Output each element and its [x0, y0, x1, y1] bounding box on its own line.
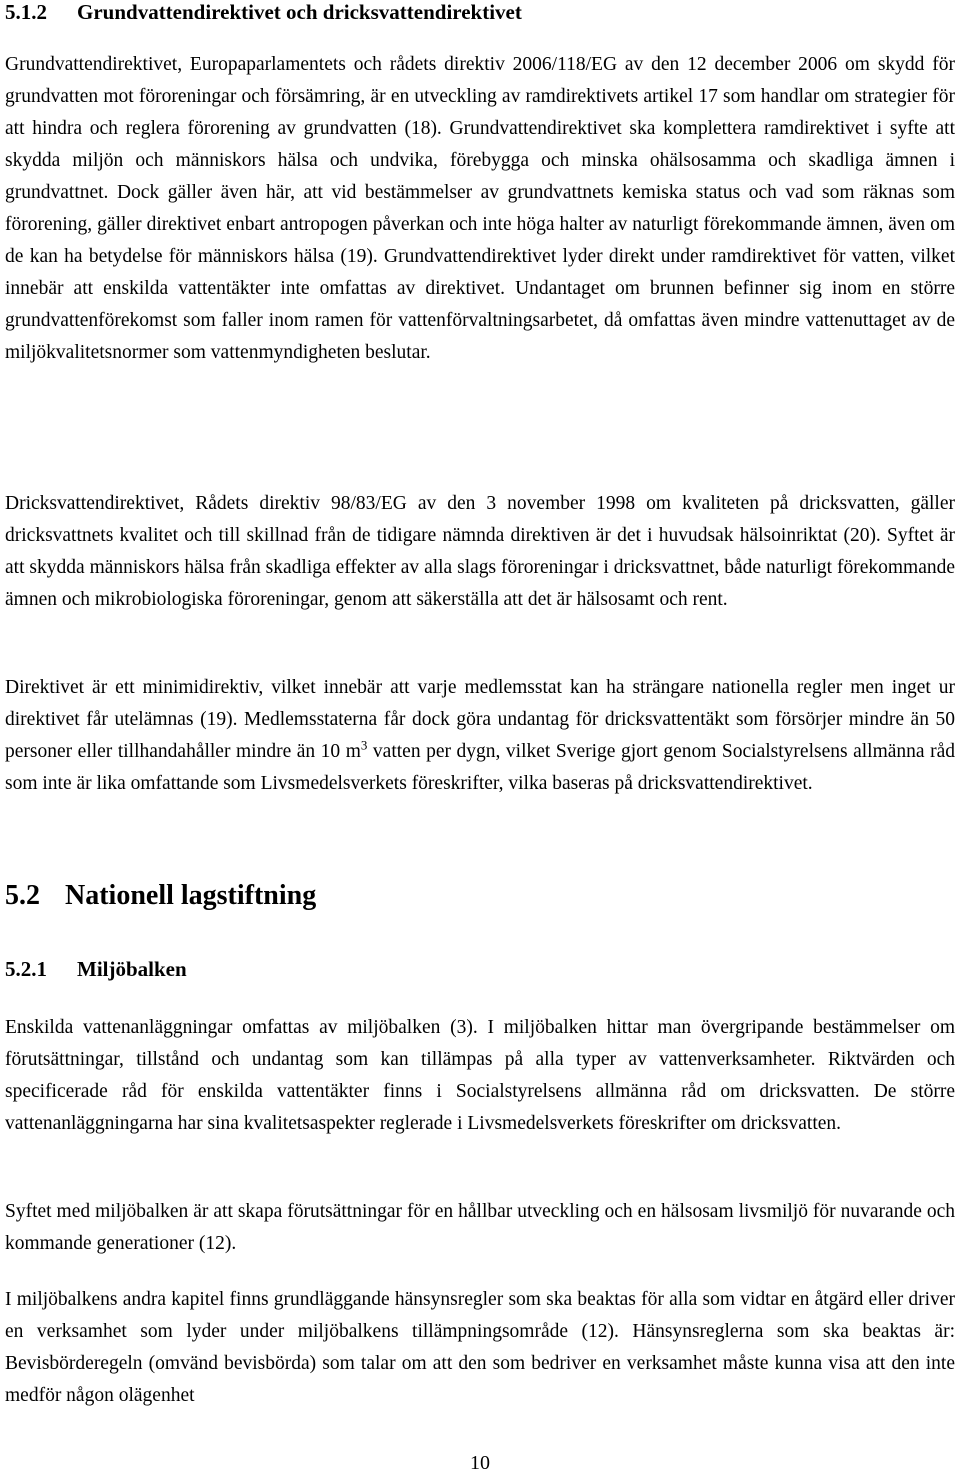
- paragraph-dricksvattendirektivet: Dricksvattendirektivet, Rådets direktiv 98/83/EG av den 3 november 1998 om kvaliteten på dricksvatten, gäller dricksvattnets kvalitet och till skillnad från de tidigare nämnda direktiven är det i huvudsak hälsoinriktat (20). Syftet är att skydda människors hälsa från skadliga effekter av alla slags föroreningar i dricksvattnet, både naturligt förekommande ämnen och mikrobiologiska föroreningar, genom att säkerställa att det är hälsosamt och rent.: [5, 493, 955, 610]
- paragraph-minimidirektiv: [5, 672, 955, 800]
- text-run: Direktivet är ett minimidirektiv, vilket innebär att varje medlemsstat kan ha strängare nationella regler men inget ur direktivet får utelämnas (19). Medlemsstaterna får dock göra undantag för dricksvattentäkt som försörjer mindre än 50 personer eller tillhandahåller mindre än 10 m: [5, 677, 955, 762]
- section-number: 5.2: [5, 880, 40, 911]
- paragraph-syftet-miljobalken: Syftet med miljöbalken är att skapa förutsättningar för en hållbar utveckling och en hälsosam livsmiljö för nuvarande och kommande generationer (12).: [5, 1201, 955, 1254]
- paragraph-enskilda-vattenanlaggningar: Enskilda vattenanläggningar omfattas av miljöbalken (3). I miljöbalken hittar man övergripande bestämmelser om förutsättningar, tillstånd och undantag som kan tillämpas på alla typer av vattenverksamheter. Riktvärden och specificerade råd för enskilda vattentäkter finns i Socialstyrelsens allmänna råd om dricksvatten. De större vattenanläggningarna har sina kvalitetsaspekter reglerade i Livsmedelsverkets föreskrifter om dricksvatten.: [5, 1017, 955, 1134]
- heading-5-2: [5, 880, 316, 912]
- paragraph-hansynsregler: I miljöbalkens andra kapitel finns grundläggande hänsynsregler som ska beaktas för alla som vidtar en åtgärd eller driver en verksamhet som lyder under miljöbalkens tillämpningsområde (12). Hänsynsreglerna som ska beaktas är: Bevisbörderegeln (omvänd bevisbörda) som talar om att den som bedriver en verksamhet måste kunna visa att den inte medför någon olägenhet: [5, 1289, 955, 1406]
- section-number: 5.2.1: [5, 957, 47, 981]
- page-number: 10: [470, 1452, 490, 1474]
- section-title: Grundvattendirektivet och dricksvattendirektivet: [77, 0, 522, 24]
- section-title: Miljöbalken: [77, 957, 187, 981]
- section-title: Nationell lagstiftning: [65, 880, 317, 911]
- paragraph-grundvattendirektivet: Grundvattendirektivet, Europaparlamentets och rådets direktiv 2006/118/EG av den 12 december 2006 om skydd för grundvatten mot föroreningar och försämring, är en utveckling av ramdirektivets artikel 17 som handlar om strategier för att hindra och reglera förorening av grundvatten (18). Grundvattendirektivet ska komplettera ramdirektivet i syfte att skydda miljön och människors hälsa och undvika, förebygga och minska ohälsosamma och skadliga ämnen i grundvattnet. Dock gäller även här, att vid bestämmelser av grundvattnets kemiska status och vad som räknas som förorening, gäller direktivet enbart antropogen påverkan och inte höga halter av naturligt förekommande ämnen, även om de kan ha betydelse för människors hälsa (19). Grundvattendirektivet lyder direkt under ramdirektivet för vatten, vilket innebär att enskilda vattentäkter inte omfattas av direktivet. Undantaget om brunnen befinner sig inom en större grundvattenförekomst som faller inom ramen för vattenförvaltningsarbetet, då omfattas även mindre vattenuttaget av de miljökvalitetsnormer som vattenmyndigheten beslutar.: [5, 54, 955, 363]
- section-number: 5.1.2: [5, 0, 47, 24]
- heading-5-2-1: [5, 957, 187, 982]
- superscript: 3: [360, 737, 368, 753]
- heading-5-1-2: [5, 0, 522, 25]
- text-run: vatten per dygn, vilket Sverige gjort genom Socialstyrelsens allmänna råd som inte är lika omfattande som Livsmedelsverkets föreskrifter, vilka baseras på dricksvattendirektivet.: [5, 741, 956, 794]
